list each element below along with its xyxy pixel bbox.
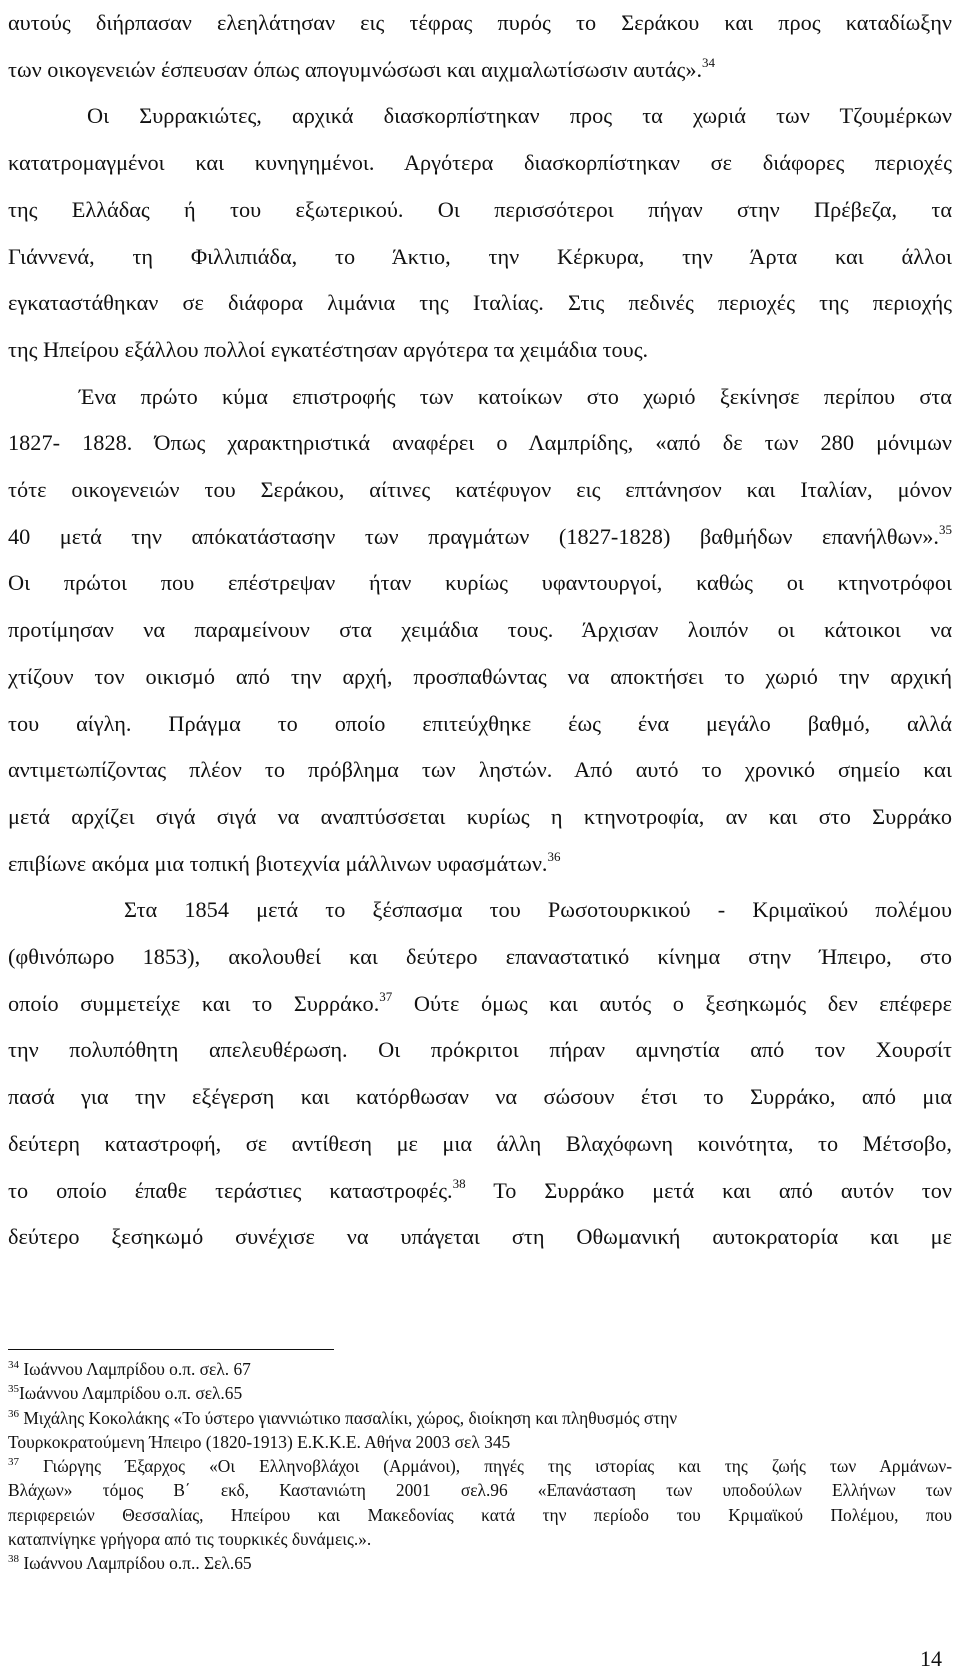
paragraph-line: αυτούς διήρπασαν ελεηλάτησαν εις τέφρας πυρός το Σεράκου και προς καταδίωξην xyxy=(8,10,952,35)
paragraph-line: το οποίο έπαθε τεράστιες καταστροφές.$^{38}$ Το Συρράκο μετά και από αυτόν τον xyxy=(8,1175,952,1203)
footnote-number: 35 xyxy=(8,1383,19,1396)
footnote-ref[interactable]: 36 xyxy=(547,848,561,864)
footnote-ref[interactable]: 38 xyxy=(452,1175,466,1191)
paragraph-line: Γιάννενά, τη Φιλλιπιάδα, το Άκτιο, την Κέρκυρα, την Άρτα και άλλοι xyxy=(8,243,952,269)
footnote-number: 37 xyxy=(8,1456,19,1469)
paragraph-line: 1827- 1828. Όπως χαρακτηριστικά αναφέρει ο Λαμπρίδης, «από δε των 280 μόνιμων xyxy=(8,430,952,456)
paragraph-line: οποίο συμμετείχε και το Συρράκο.$^{37}$ Ούτε όμως και αυτός ο ξεσηκωμός δεν επέφερε xyxy=(8,988,952,1016)
paragraph-line: κατατρομαγμένοι και κυνηγημένοι. Αργότερα διασκορπίστηκαν σε διάφορες περιοχές xyxy=(8,150,952,176)
footnote-36: $^{36}$ Μιχάλης Κοκολάκης «Το ύστερο γιαννιώτικο πασαλίκι, χώρος, διοίκηση και πληθυσμός στην xyxy=(8,1407,678,1428)
footnote-number: 36 xyxy=(8,1407,19,1420)
paragraph-line: την πολυπόθητη απελευθέρωση. Οι πρόκριτοι πήραν αμνηστία από τον Χουρσίτ xyxy=(8,1037,952,1063)
paragraph-line: Οι πρώτοι που επέστρεψαν ήταν κυρίως υφαντουργοί, καθώς οι κτηνοτρόφοι xyxy=(8,570,952,596)
paragraph-line: πασά για την εξέγερση και κατόρθωσαν να σώσουν έτσι το Συρράκο, από μια xyxy=(8,1084,952,1110)
paragraph-line: 40 μετά την απόκατάστασην των πραγμάτων (1827-1828) βαθμήδων επανήλθων».$^{35}$ xyxy=(8,521,952,549)
paragraph-line: της Ελλάδας ή του εξωτερικού. Οι περισσότεροι πήγαν στην Πρέβεζα, τα xyxy=(8,196,952,222)
paragraph-line: Οι Συρρακιώτες, αρχικά διασκορπίστηκαν προς τα χωριά των Τζουμέρκων xyxy=(87,103,952,129)
paragraph-line: επιβίωνε ακόμα μια τοπική βιοτεχνία μάλλινων υφασμάτων.$^{36}$ xyxy=(8,848,561,876)
footnote-number: 38 xyxy=(8,1553,19,1566)
footnote-ref[interactable]: 35 xyxy=(939,521,952,537)
paragraph-line: των οικογενειών έσπευσαν όπως απογυμνώσωσι και αιχμαλωτίσωσιν αυτάς».$^{34}$ xyxy=(8,54,716,82)
paragraph-line: δεύτερο ξεσηκωμό συνέχισε να υπάγεται στη Οθωμανική αυτοκρατορία και με xyxy=(8,1224,952,1250)
footnote-34: $^{34}$ Ιωάννου Λαμπρίδου ο.π. σελ. 67 xyxy=(8,1359,251,1379)
footnote-36-cont: Τουρκοκρατούμενη Ήπειρο (1820-1913) Ε.Κ.Κ.Ε. Αθήνα 2003 σελ 345 xyxy=(8,1431,511,1452)
paragraph-line: εγκαταστάθηκαν σε διάφορα λιμάνια της Ιταλίας. Στις πεδινές περιοχές της περιοχής xyxy=(8,290,952,316)
paragraph-line: του αίγλη. Πράγμα το οποίο επιτεύχθηκε έως ένα μεγάλο βαθμό, αλλά xyxy=(8,710,952,736)
paragraph-line: τότε οικογενειών του Σεράκου, αίτινες κατέφυγον εις επτάνησον και Ιταλίαν, μόνον xyxy=(8,477,952,503)
paragraph-line: Ένα πρώτο κύμα επιστροφής των κατοίκων στο χωριό ξεκίνησε περίπου στα xyxy=(79,383,952,409)
paragraph-line: δεύτερη καταστροφή, σε αντίθεση με μια άλλη Βλαχόφωνη κοινότητα, το Μέτσοβο, xyxy=(8,1130,952,1156)
page-number: 14 xyxy=(920,1646,942,1671)
footnote-37-cont: καταπνίγηκε γρήγορα από τις τουρκικές δυνάμεις.». xyxy=(8,1529,372,1550)
paragraph-line: αντιμετωπίζοντας πλέον το πρόβλημα των ληστών. Από αυτό το χρονικό σημείο και xyxy=(8,757,952,783)
footnote-ref[interactable]: 37 xyxy=(379,988,393,1004)
footnote-ref[interactable]: 34 xyxy=(702,54,716,70)
footnote-separator xyxy=(8,1349,334,1350)
paragraph-line: (φθινόπωρο 1853), ακολουθεί και δεύτερο επαναστατικό κίνημα στην Ήπειρο, στο xyxy=(8,944,952,970)
footnote-35: $^{35}$Ιωάννου Λαμπρίδου ο.π. σελ.65 xyxy=(8,1383,243,1404)
paragraph-line: χτίζουν τον οικισμό από την αρχή, προσπαθώντας να αποκτήσει το χωριό την αρχική xyxy=(8,663,952,689)
footnote-number: 34 xyxy=(8,1359,19,1371)
footnote-38: $^{38}$ Ιωάννου Λαμπρίδου ο.π.. Σελ.65 xyxy=(8,1553,252,1574)
footnotes xyxy=(8,1357,952,1576)
footnote-37: $^{37}$ Γιώργης Έξαρχος «Οι Ελληνοβλάχοι (Αρμάνοι), πηγές της ιστορίας και της ζωής των Αρμάνων- xyxy=(8,1456,952,1477)
main-text xyxy=(8,0,952,1261)
footnote-37-cont: περιφερειών Θεσσαλίας, Ηπείρου και Μακεδονίας κατά την περίοδο του Κριμαϊκού Πολέμου, που xyxy=(8,1504,952,1525)
paragraph-line: προτίμησαν να παραμείνουν στα χειμάδια τους. Άρχισαν λοιπόν οι κάτοικοι να xyxy=(8,617,952,643)
paragraph-line: της Ηπείρου εξάλλου πολλοί εγκατέστησαν αργότερα τα χειμάδια τους. xyxy=(8,336,649,362)
paragraph-line: μετά αρχίζει σιγά σιγά να αναπτύσσεται κυρίως η κτηνοτροφία, αν και στο Συρράκο xyxy=(8,803,952,829)
footnote-37-cont: Βλάχων» τόμος Β΄ εκδ, Καστανιώτη 2001 σελ.96 «Επανάσταση των υποδούλων Ελλήνων των xyxy=(8,1480,952,1501)
paragraph-line: Στα 1854 μετά το ξέσπασμα του Ρωσοτουρκικού - Κριμαϊκού πολέμου xyxy=(124,897,952,923)
